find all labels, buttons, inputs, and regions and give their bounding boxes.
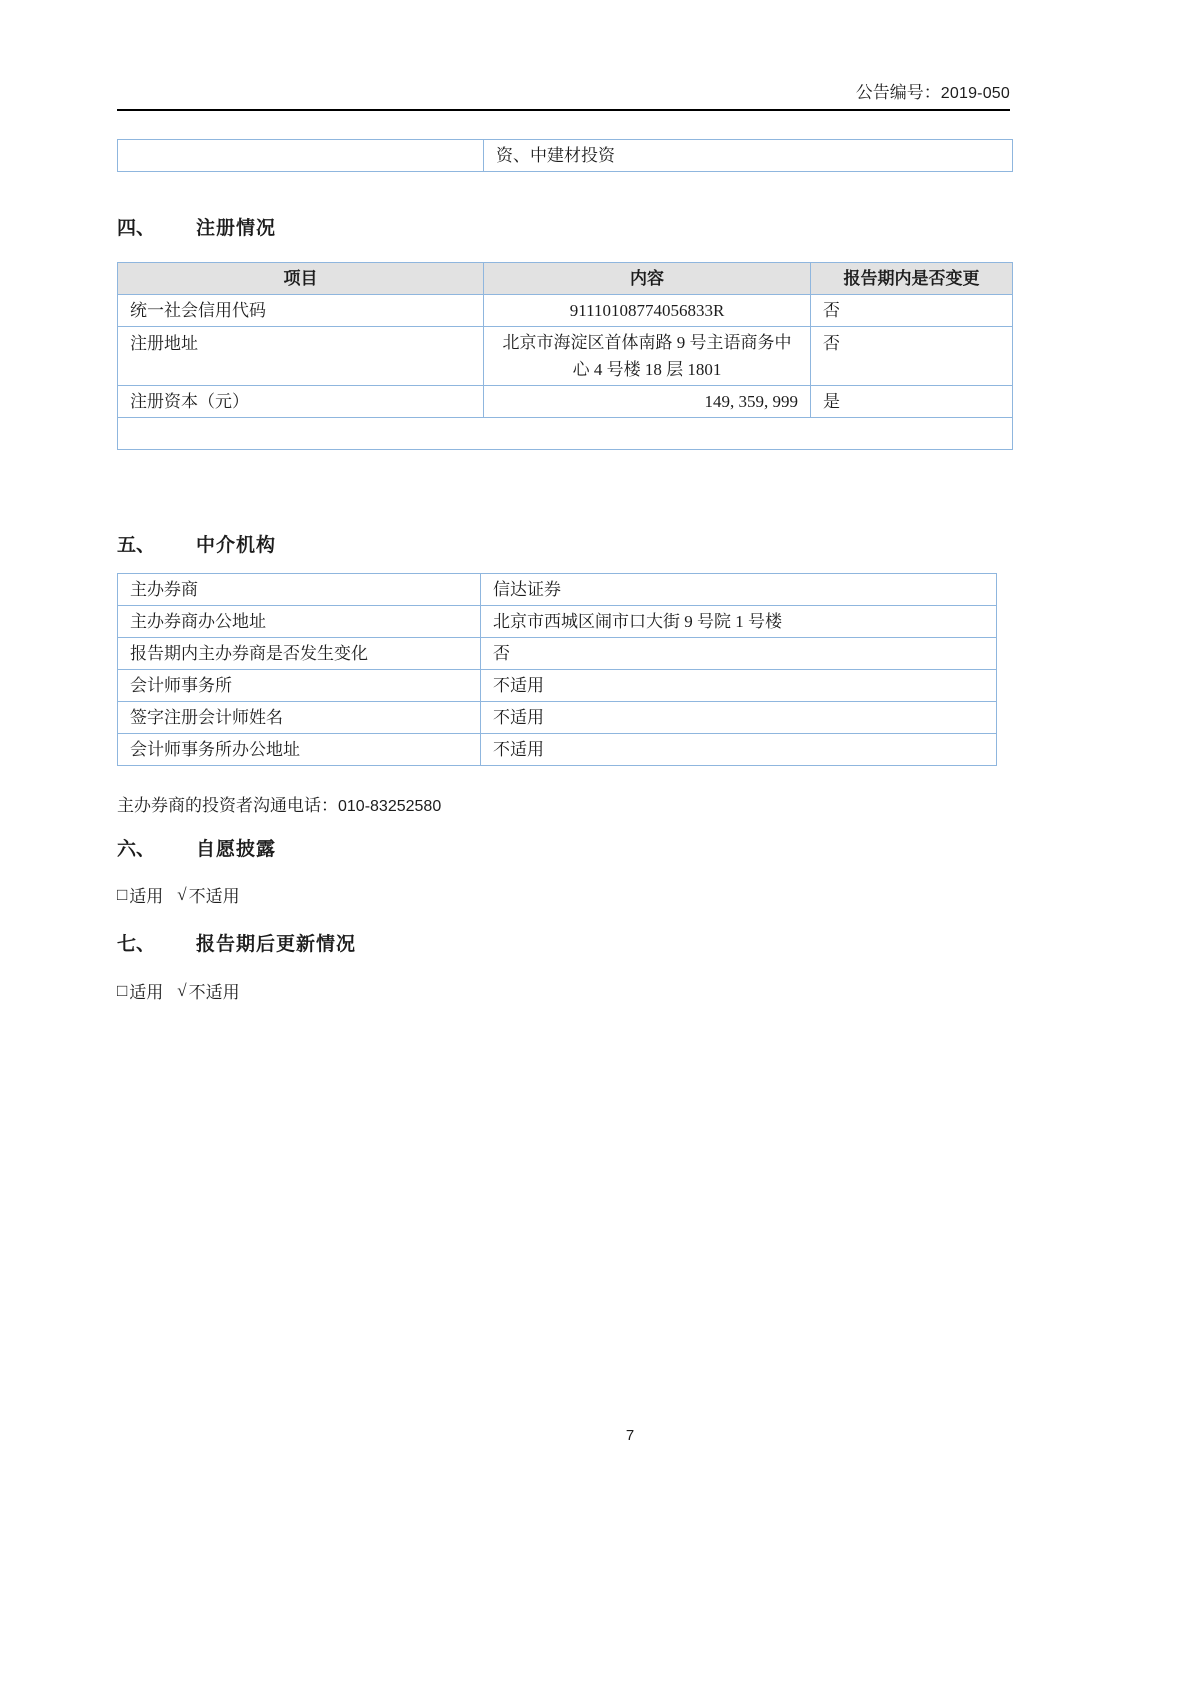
table-row	[118, 386, 1013, 418]
announcement-number: 2019-050	[940, 85, 1010, 102]
column-header-changed: 报告期内是否变更	[811, 263, 1013, 295]
section-title: 报告期后更新情况	[196, 934, 357, 955]
section-number: 六、	[117, 839, 156, 860]
column-header-item: 项目	[118, 263, 484, 295]
table-row-empty	[118, 418, 1013, 450]
table-row	[118, 140, 1013, 172]
post-period-applicability-line	[117, 978, 1012, 1003]
table-row	[118, 295, 1013, 327]
table-row	[118, 327, 1013, 386]
content-cell: 149, 359, 999	[484, 386, 811, 418]
applicable-label: 适用	[129, 983, 164, 1002]
value-cell: 信达证券	[481, 574, 997, 606]
label-cell: 主办券商	[118, 574, 481, 606]
phone-number: 010-83252580	[338, 798, 442, 815]
check-icon: √	[177, 980, 187, 1000]
page-content	[117, 0, 1012, 1003]
intermediaries-table	[117, 573, 997, 766]
label-cell: 会计师事务所办公地址	[118, 734, 481, 766]
section-heading-post-period	[117, 932, 1012, 958]
section-title: 自愿披露	[196, 839, 277, 860]
not-applicable-label: 不适用	[188, 983, 240, 1002]
empty-cell	[118, 140, 484, 172]
section-heading-voluntary	[117, 837, 1012, 863]
sponsor-phone-line	[117, 791, 1012, 816]
value-cell: 北京市西城区闹市口大街 9 号院 1 号楼	[481, 606, 997, 638]
table-row	[118, 670, 997, 702]
announcement-number-header	[117, 78, 1012, 103]
table-row	[118, 638, 997, 670]
value-cell: 不适用	[481, 670, 997, 702]
value-cell: 不适用	[481, 734, 997, 766]
column-header-content: 内容	[484, 263, 811, 295]
section-title: 中介机构	[196, 535, 277, 556]
continuation-text-cell: 资、中建材投资	[484, 140, 1013, 172]
table-row	[118, 702, 997, 734]
page-number: 7	[625, 1427, 635, 1444]
not-applicable-label: 不适用	[188, 887, 240, 906]
table-row	[118, 606, 997, 638]
section-number: 四、	[117, 218, 156, 239]
section-title: 注册情况	[196, 218, 277, 239]
voluntary-applicability-line	[117, 882, 1012, 907]
value-cell: 否	[481, 638, 997, 670]
content-cell: 91110108774056833R	[484, 295, 811, 327]
item-cell: 注册资本（元）	[118, 386, 484, 418]
label-cell: 主办券商办公地址	[118, 606, 481, 638]
checkbox-unchecked-icon: □	[117, 884, 128, 904]
table-row	[118, 734, 997, 766]
label-cell: 会计师事务所	[118, 670, 481, 702]
registration-table	[117, 262, 1013, 450]
section-heading-intermediaries	[117, 533, 1012, 559]
applicable-label: 适用	[129, 887, 164, 906]
label-cell: 报告期内主办券商是否发生变化	[118, 638, 481, 670]
empty-cell	[118, 418, 1013, 450]
phone-label: 主办券商的投资者沟通电话：	[117, 796, 338, 815]
value-cell: 不适用	[481, 702, 997, 734]
checkbox-unchecked-icon: □	[117, 980, 128, 1000]
section-heading-registration	[117, 216, 1012, 242]
check-icon: √	[177, 884, 187, 904]
section-number: 七、	[117, 934, 156, 955]
table-header-row	[118, 263, 1013, 295]
announcement-label: 公告编号：	[855, 83, 941, 102]
content-cell: 北京市海淀区首体南路 9 号主语商务中心 4 号楼 18 层 1801	[484, 327, 811, 386]
continuation-table	[117, 139, 1013, 172]
changed-cell: 否	[811, 327, 1013, 386]
changed-cell: 否	[811, 295, 1013, 327]
label-cell: 签字注册会计师姓名	[118, 702, 481, 734]
item-cell: 注册地址	[118, 327, 484, 386]
section-number: 五、	[117, 535, 156, 556]
item-cell: 统一社会信用代码	[118, 295, 484, 327]
table-row	[118, 574, 997, 606]
changed-cell: 是	[811, 386, 1013, 418]
header-divider	[117, 109, 1010, 111]
